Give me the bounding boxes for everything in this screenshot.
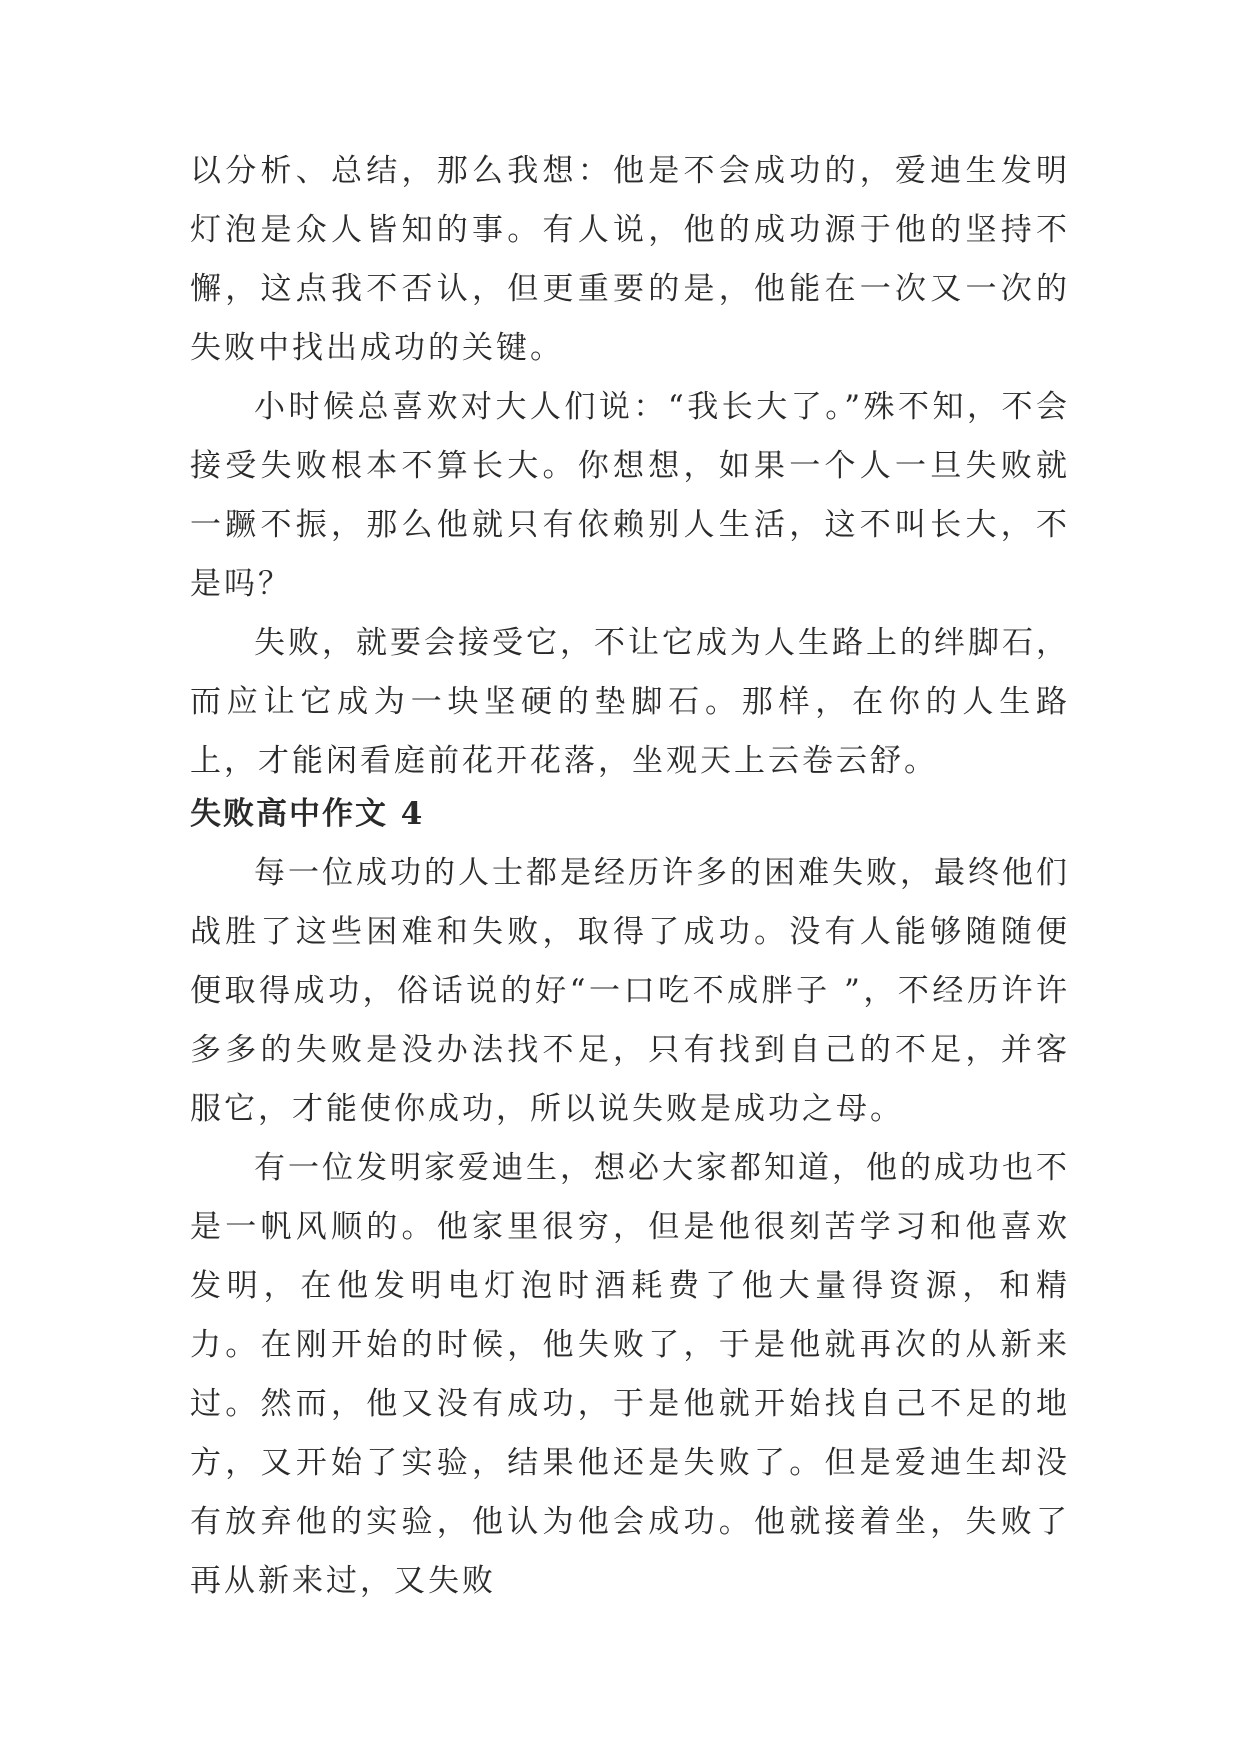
- essay-heading: 失败高中作文 4: [190, 796, 425, 832]
- paragraph-continuation: 以分析、总结，那么我想：他是不会成功的，爱迪生发明灯泡是众人皆知的事。有人说，他的成功源于他的坚持不懈，这点我不否认，但更重要的是，他能在一次又一次的失败中找出成功的关键。: [190, 153, 1070, 366]
- paragraph-success-intro: 每一位成功的人士都是经历许多的困难失败，最终他们战胜了这些困难和失败，取得了成功。没有人能够随随便便取得成功，俗话说的好“一口吃不成胖子 ”，不经历许许多多的失败是没办法找不足，只有找到自己的不足，并客服它，才能使你成功，所以说失败是成功之母。: [190, 855, 1070, 1127]
- paragraph-growing-up: 小时候总喜欢对大人们说：“我长大了。”殊不知，不会接受失败根本不算长大。你想想，如果一个人一旦失败就一蹶不振，那么他就只有依赖别人生活，这不叫长大，不是吗？: [190, 389, 1070, 602]
- paragraph-edison-story: 有一位发明家爱迪生，想必大家都知道，他的成功也不是一帆风顺的。他家里很穷，但是他很刻苦学习和他喜欢发明，在他发明电灯泡时酒耗费了他大量得资源，和精力。在刚开始的时候，他失败了，于是他就再次的从新来过。然而，他又没有成功，于是他就开始找自己不足的地方，又开始了实验，结果他还是失败了。但是爱迪生却没有放弃他的实验，他认为他会成功。他就接着坐，失败了再从新来过，又失败: [190, 1150, 1070, 1599]
- paragraph-accept-failure: 失败，就要会接受它，不让它成为人生路上的绊脚石，而应让它成为一块坚硬的垫脚石。那样，在你的人生路上，才能闲看庭前花开花落，坐观天上云卷云舒。: [190, 625, 1070, 779]
- section-essay-4: [190, 844, 1070, 1611]
- section-continued-essay: [190, 142, 1070, 791]
